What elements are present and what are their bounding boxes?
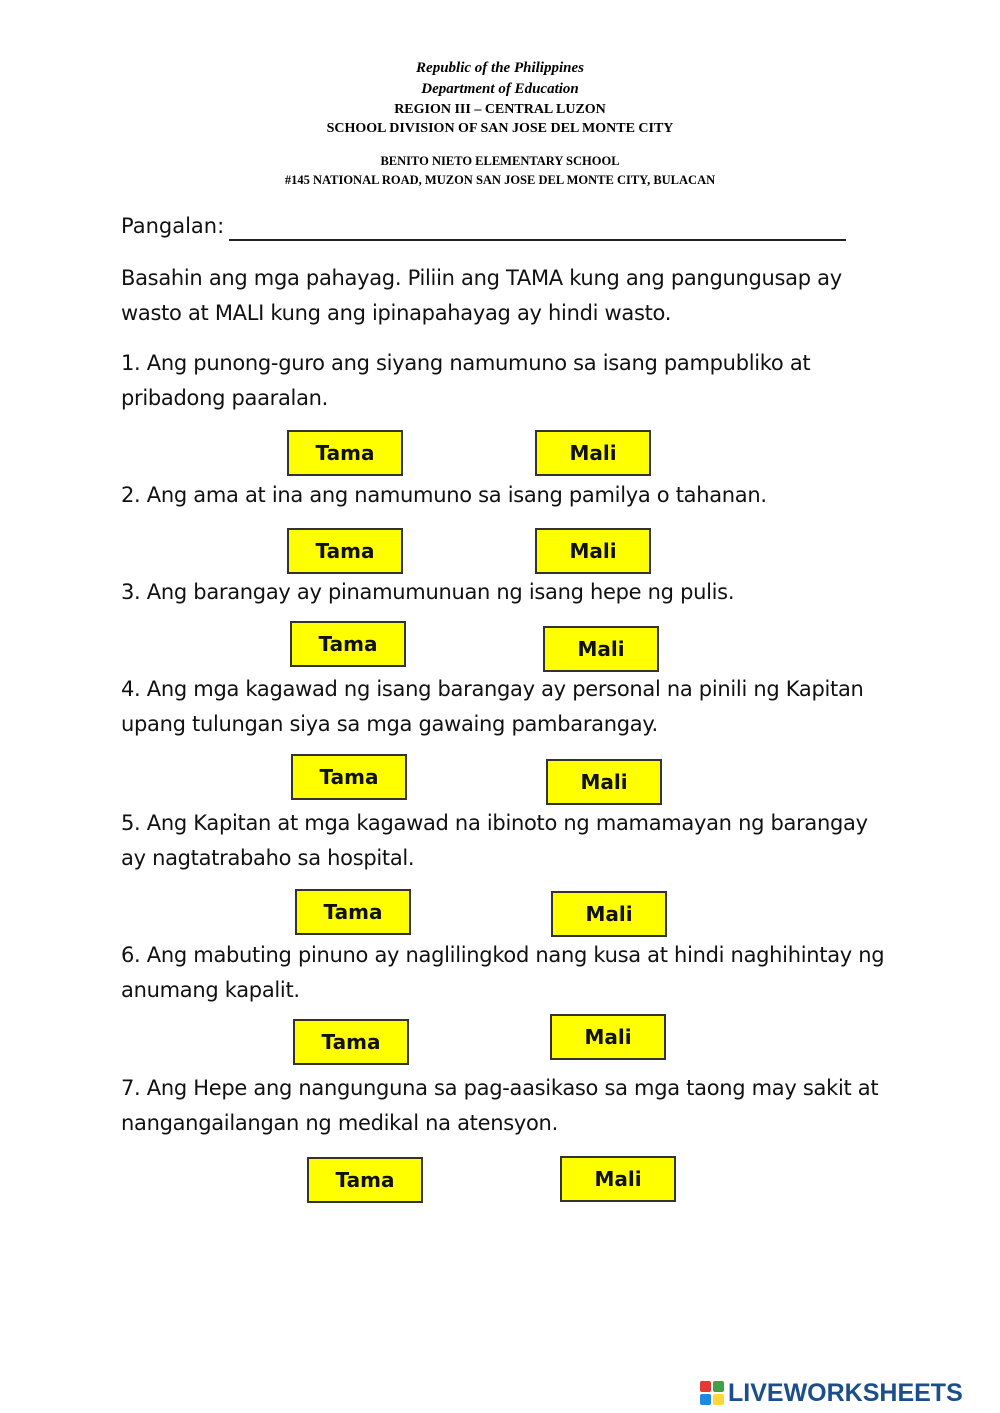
question-7-tama-button[interactable]: Tama — [307, 1157, 423, 1203]
question-5-tama-button[interactable]: Tama — [295, 889, 411, 935]
region-heading: REGION III – CENTRAL LUZON — [394, 102, 606, 117]
question-2-tama-button[interactable]: Tama — [287, 528, 403, 574]
brand-name: LIVEWORKSHEETS — [728, 1378, 963, 1407]
name-label: Pangalan: — [121, 214, 225, 238]
question-1-mali-button[interactable]: Mali — [535, 430, 651, 476]
school-name: BENITO NIETO ELEMENTARY SCHOOL — [380, 154, 620, 168]
question-1-tama-button[interactable]: Tama — [287, 430, 403, 476]
question-6-text: 6. Ang mabuting pinuno ay naglilingkod nang kusa at hindi naghihintay ng anumang kapalit. — [121, 943, 885, 1002]
question-3-text: 3. Ang barangay ay pinamumunuan ng isang hepe ng pulis. — [121, 580, 735, 604]
question-2-mali-button[interactable]: Mali — [535, 528, 651, 574]
question-5-text: 5. Ang Kapitan at mga kagawad na ibinoto ng mamamayan ng barangay ay nagtatrabaho sa hospital. — [121, 811, 868, 870]
question-4-mali-button[interactable]: Mali — [546, 759, 662, 805]
name-input-line[interactable] — [229, 239, 846, 241]
question-4-tama-button[interactable]: Tama — [291, 754, 407, 800]
question-1-text: 1. Ang punong-guro ang siyang namumuno sa isang pampubliko at pribadong paaralan. — [121, 351, 811, 410]
question-3-tama-button[interactable]: Tama — [290, 621, 406, 667]
department-heading: Department of Education — [421, 81, 579, 97]
question-6-tama-button[interactable]: Tama — [293, 1019, 409, 1065]
liveworksheets-logo — [700, 1376, 963, 1410]
question-2-text: 2. Ang ama at ina ang namumuno sa isang pamilya o tahanan. — [121, 483, 767, 507]
question-4-text: 4. Ang mga kagawad ng isang barangay ay personal na pinili ng Kapitan upang tulungan siya sa mga gawaing pambarangay. — [121, 677, 864, 736]
instructions: Basahin ang mga pahayag. Piliin ang TAMA kung ang pangungusap ay wasto at MALI kung ang ipinapahayag ay hindi wasto. — [121, 266, 842, 325]
question-6-mali-button[interactable]: Mali — [550, 1014, 666, 1060]
school-address: #145 NATIONAL ROAD, MUZON SAN JOSE DEL MONTE CITY, BULACAN — [284, 173, 716, 187]
logo-grid-icon — [700, 1381, 724, 1405]
division-heading: SCHOOL DIVISION OF SAN JOSE DEL MONTE CITY — [326, 121, 674, 136]
republic-heading: Republic of the Philippines — [416, 60, 584, 76]
question-3-mali-button[interactable]: Mali — [543, 626, 659, 672]
question-5-mali-button[interactable]: Mali — [551, 891, 667, 937]
question-7-mali-button[interactable]: Mali — [560, 1156, 676, 1202]
question-7-text: 7. Ang Hepe ang nangunguna sa pag-aasikaso sa mga taong may sakit at nangangailangan ng medikal na atensyon. — [121, 1076, 879, 1135]
